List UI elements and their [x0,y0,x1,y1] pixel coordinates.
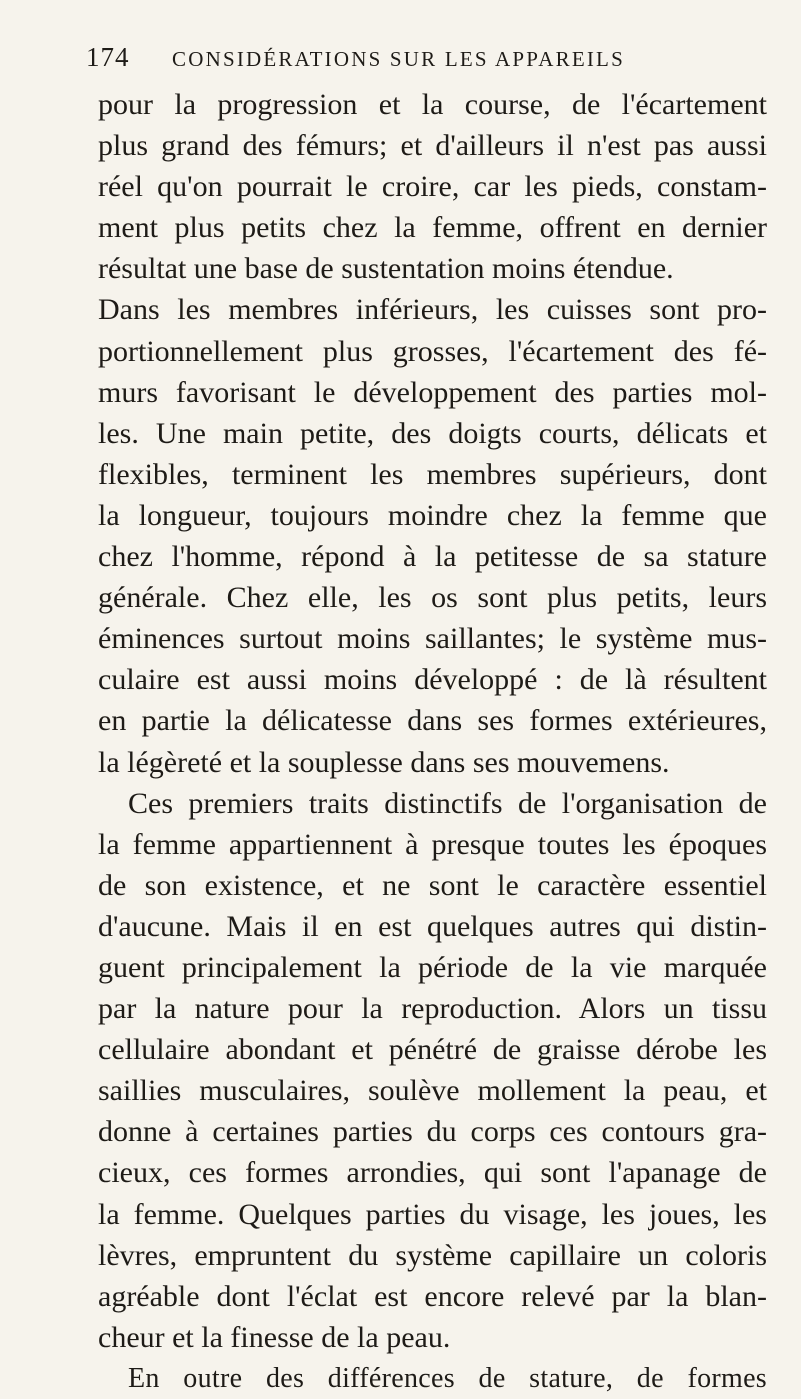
text-line: les. Une main petite, des doigts courts, délicats et [98,416,767,450]
text-line: la légèreté et la souplesse dans ses mouvemens. [98,745,670,779]
text-line: chez l'homme, répond à la petitesse de sa stature [98,540,767,574]
running-head [86,42,767,82]
text-line: cieux, ces formes arrondies, qui sont l'apanage de [98,1156,767,1190]
text-line: Dans les membres inférieurs, les cuisses sont pro- [98,293,767,327]
text-line: d'aucune. Mais il en est quelques autres qui distin- [98,909,767,943]
text-line: réel qu'on pourrait le croire, car les pieds, constam- [98,170,767,204]
text-line: plus grand des fémurs; et d'ailleurs il n'est pas aussi [98,129,767,163]
text-line: murs favorisant le développement des parties mol- [98,375,767,409]
page-number: 174 [86,42,130,72]
text-line: ment plus petits chez la femme, offrent en dernier [98,211,767,245]
text-line: pour la progression et la course, de l'écartement [98,88,767,121]
text-line: donne à certaines parties du corps ces contours gra- [98,1115,767,1149]
running-head-title: CONSIDÉRATIONS SUR LES APPAREILS [172,47,625,71]
text-line: portionnellement plus grosses, l'écartement des fé- [98,334,767,368]
text-line: guent principalement la période de la vie marquée [98,950,767,984]
text-line: cellulaire abondant et pénétré de graisse dérobe les [98,1033,767,1067]
text-line: saillies musculaires, soulève mollement la peau, et [98,1074,767,1108]
text-line: en partie la délicatesse dans ses formes extérieures, [98,704,767,738]
text-line: générale. Chez elle, les os sont plus petits, leurs [98,581,767,615]
body-text [98,84,767,1399]
text-line: la femme. Quelques parties du visage, les joues, les [98,1197,767,1231]
text-line: Ces premiers traits distinctifs de l'organisation de [128,786,767,820]
text-line: flexibles, terminent les membres supérieurs, dont [98,457,767,491]
text-line: par la nature pour la reproduction. Alors un tissu [98,992,767,1026]
text-line: la femme appartiennent à presque toutes les époques [98,827,767,861]
text-line: éminences surtout moins saillantes; le système mus- [98,622,767,656]
text-line: lèvres, empruntent du système capillaire un coloris [98,1238,767,1272]
text-line: agréable dont l'éclat est encore relevé par la blan- [98,1279,767,1313]
text-line: En outre des différences de stature, de formes [128,1362,767,1394]
text-line: culaire est aussi moins développé : de là résultent [98,663,767,697]
text-line: cheur et la finesse de la peau. [98,1320,451,1354]
text-line: résultat une base de sustentation moins étendue. [98,252,674,286]
text-line: la longueur, toujours moindre chez la femme que [98,498,767,532]
text-line: de son existence, et ne sont le caractère essentiel [98,868,767,902]
